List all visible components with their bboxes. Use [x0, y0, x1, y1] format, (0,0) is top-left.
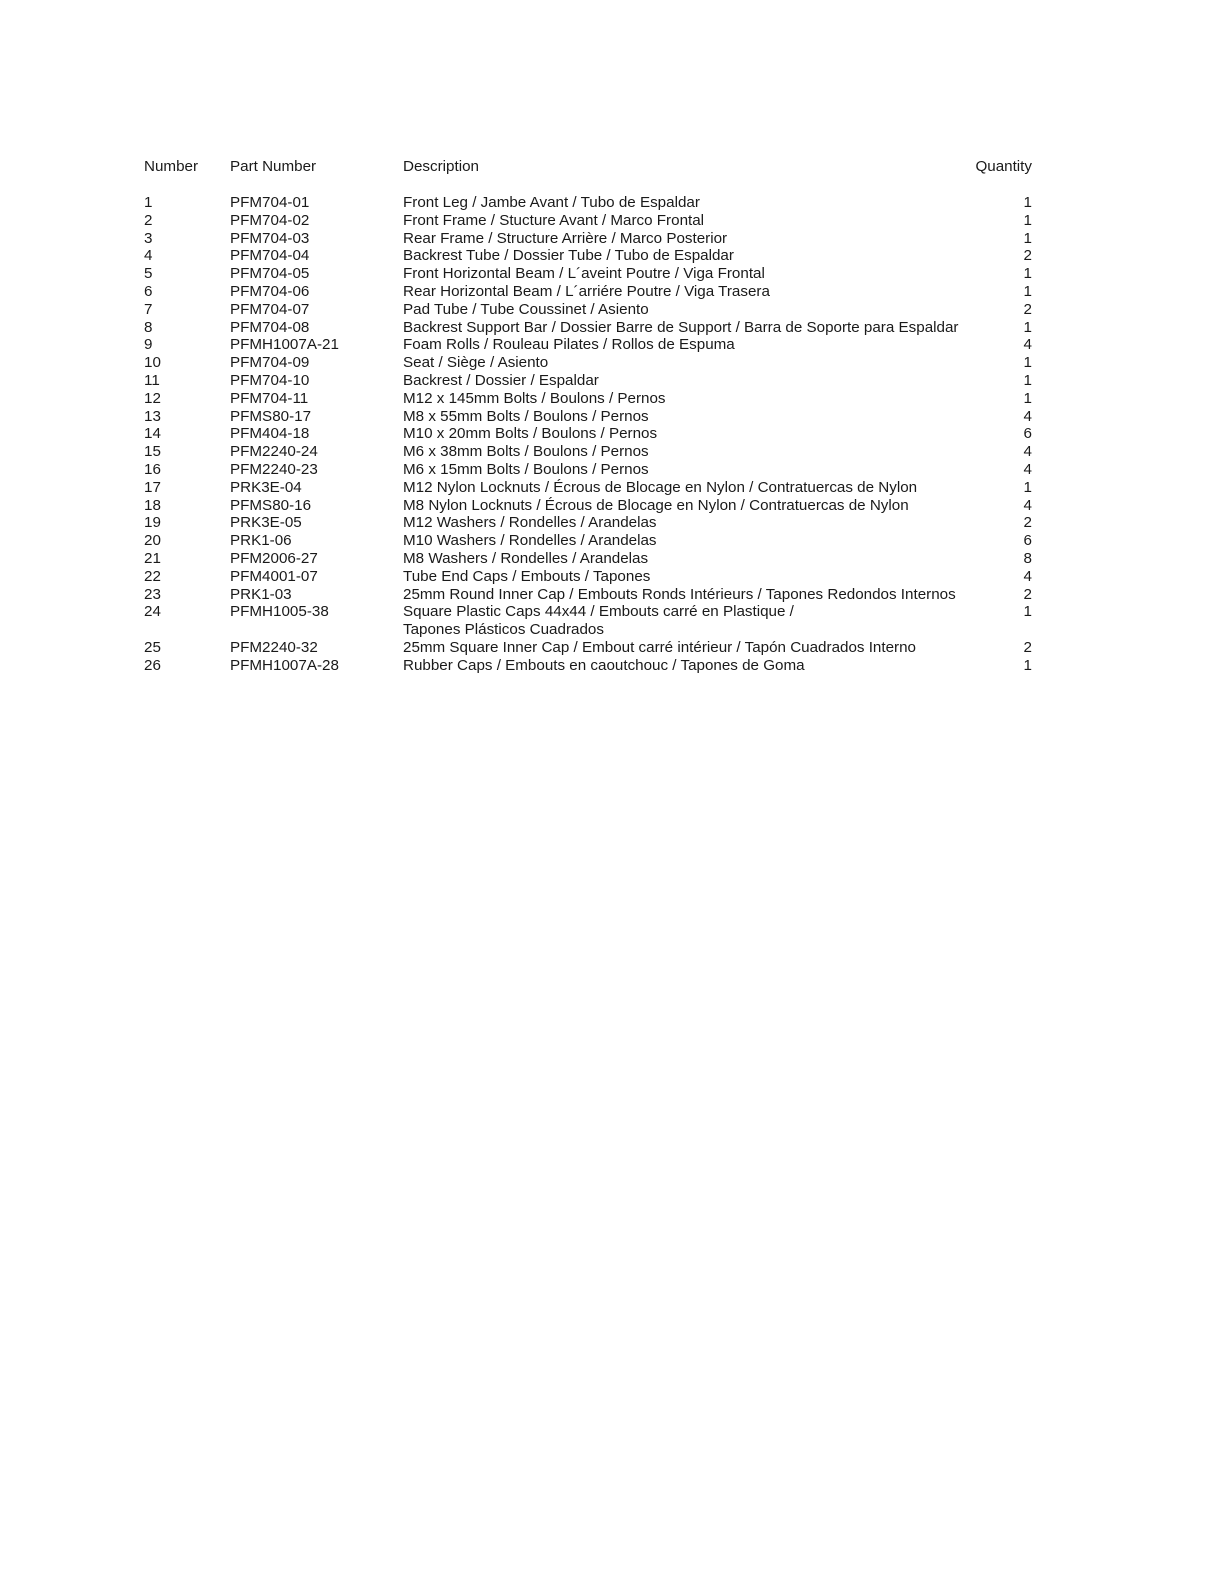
row-number: 26 [144, 656, 161, 674]
row-number: 4 [144, 247, 153, 265]
table-row [144, 479, 1032, 497]
row-description: M8 Nylon Locknuts / Écrous de Blocage en Nylon / Contratuercas de Nylon [403, 496, 909, 514]
row-quantity: 1 [1023, 371, 1032, 389]
table-row [144, 514, 1032, 532]
row-number: 18 [144, 496, 161, 514]
row-quantity: 8 [1023, 549, 1032, 567]
row-quantity: 4 [1023, 460, 1032, 478]
row-quantity: 6 [1023, 425, 1032, 443]
row-quantity: 2 [1023, 514, 1032, 532]
table-row [144, 443, 1032, 461]
row-description: Front Horizontal Beam / L´aveint Poutre / Viga Frontal [403, 265, 765, 283]
row-description: Backrest Tube / Dossier Tube / Tubo de Espaldar [403, 247, 734, 265]
row-quantity: 1 [1023, 211, 1032, 229]
row-description: M10 Washers / Rondelles / Arandelas [403, 532, 657, 550]
row-part-number: PRK1-06 [230, 532, 292, 550]
row-description: M12 Washers / Rondelles / Arandelas [403, 514, 657, 532]
table-row [144, 319, 1032, 337]
row-number: 9 [144, 336, 153, 354]
table-header-row [144, 158, 1032, 176]
row-quantity: 1 [1023, 265, 1032, 283]
header-part-number: Part Number [230, 158, 317, 175]
row-number: 21 [144, 549, 161, 567]
row-part-number: PRK3E-04 [230, 478, 302, 496]
row-part-number: PFM704-04 [230, 247, 310, 265]
row-quantity: 1 [1023, 656, 1032, 674]
row-number: 17 [144, 478, 161, 496]
table-row [144, 336, 1032, 354]
header-description: Description [403, 158, 479, 175]
table-row [144, 586, 1032, 604]
row-description: 25mm Round Inner Cap / Embouts Ronds Intérieurs / Tapones Redondos Internos [403, 585, 956, 603]
row-quantity: 1 [1023, 478, 1032, 496]
row-part-number: PFM704-07 [230, 300, 310, 318]
row-part-number: PFMH1005-38 [230, 603, 329, 621]
row-part-number: PFM2006-27 [230, 549, 318, 567]
row-part-number: PFM704-03 [230, 229, 310, 247]
row-quantity: 1 [1023, 389, 1032, 407]
row-quantity: 2 [1023, 585, 1032, 603]
parts-list-table [144, 158, 1032, 675]
table-row [144, 265, 1032, 283]
row-number: 14 [144, 425, 161, 443]
row-quantity: 1 [1023, 603, 1032, 621]
row-description: Rear Frame / Structure Arrière / Marco Posterior [403, 229, 728, 247]
row-part-number: PFMH1007A-21 [230, 336, 339, 354]
row-quantity: 4 [1023, 443, 1032, 461]
row-number: 5 [144, 265, 153, 283]
row-description: M10 x 20mm Bolts / Boulons / Pernos [403, 425, 658, 443]
row-number: 25 [144, 638, 161, 656]
row-number: 11 [144, 371, 160, 389]
table-row [144, 301, 1032, 319]
row-description: M12 x 145mm Bolts / Boulons / Pernos [403, 389, 666, 407]
row-quantity: 1 [1023, 282, 1032, 300]
row-number: 19 [144, 514, 161, 532]
row-description: M12 Nylon Locknuts / Écrous de Blocage en Nylon / Contratuercas de Nylon [403, 478, 918, 496]
row-part-number: PFM704-08 [230, 318, 310, 336]
row-quantity: 4 [1023, 496, 1032, 514]
table-row [144, 230, 1032, 248]
row-part-number: PFM2240-24 [230, 443, 318, 461]
row-quantity: 4 [1023, 407, 1032, 425]
row-part-number: PFM704-02 [230, 211, 310, 229]
row-number: 8 [144, 318, 153, 336]
row-part-number: PFM704-06 [230, 282, 310, 300]
row-number: 10 [144, 354, 161, 372]
row-part-number: PFM704-05 [230, 265, 310, 283]
header-number: Number [144, 158, 199, 175]
row-part-number: PFM404-18 [230, 425, 310, 443]
row-description: Backrest Support Bar / Dossier Barre de Support / Barra de Soporte para Espaldar [403, 318, 959, 336]
row-quantity: 2 [1023, 638, 1032, 656]
table-row [144, 639, 1032, 657]
row-part-number: PFM2240-23 [230, 460, 318, 478]
row-number: 3 [144, 229, 153, 247]
header-quantity: Quantity [975, 158, 1032, 175]
row-number: 1 [144, 194, 153, 211]
table-row [144, 194, 1032, 212]
row-quantity: 6 [1023, 532, 1032, 550]
row-quantity: 2 [1023, 300, 1032, 318]
row-description: Rear Horizontal Beam / L´arriére Poutre / Viga Trasera [403, 282, 770, 300]
row-quantity: 1 [1023, 318, 1032, 336]
row-number: 13 [144, 407, 161, 425]
row-quantity: 4 [1023, 567, 1032, 585]
row-number: 2 [144, 211, 153, 229]
table-row [144, 603, 1032, 639]
row-description: Tube End Caps / Embouts / Tapones [403, 567, 651, 585]
row-description: Backrest / Dossier / Espaldar [403, 371, 599, 389]
row-description: Seat / Siège / Asiento [403, 354, 549, 372]
table-row [144, 283, 1032, 301]
row-part-number: PFM704-09 [230, 354, 310, 372]
table-row [144, 212, 1032, 230]
table-body [144, 194, 1032, 675]
table-row [144, 372, 1032, 390]
row-part-number: PFM2240-32 [230, 638, 318, 656]
row-part-number: PFMH1007A-28 [230, 656, 339, 674]
row-part-number: PRK3E-05 [230, 514, 302, 532]
table-row [144, 532, 1032, 550]
row-number: 12 [144, 389, 161, 407]
row-number: 23 [144, 585, 161, 603]
row-description: Pad Tube / Tube Coussinet / Asiento [403, 300, 649, 318]
row-number: 7 [144, 300, 153, 318]
row-description: Front Frame / Stucture Avant / Marco Frontal [403, 211, 705, 229]
row-number: 6 [144, 282, 153, 300]
row-description: 25mm Square Inner Cap / Embout carré intérieur / Tapón Cuadrados Interno [403, 638, 916, 656]
table-row [144, 425, 1032, 443]
row-part-number: PFMS80-17 [230, 407, 312, 425]
table-row [144, 550, 1032, 568]
row-quantity: 2 [1023, 247, 1032, 265]
row-description: M6 x 38mm Bolts / Boulons / Pernos [403, 443, 649, 461]
table-row [144, 247, 1032, 265]
row-quantity: 1 [1023, 229, 1032, 247]
row-description: M8 Washers / Rondelles / Arandelas [403, 549, 649, 567]
table-row [144, 461, 1032, 479]
table-row [144, 354, 1032, 372]
row-quantity: 4 [1023, 336, 1032, 354]
row-quantity: 1 [1023, 194, 1032, 211]
row-number: 24 [144, 603, 161, 621]
row-description: Foam Rolls / Rouleau Pilates / Rollos de Espuma [403, 336, 735, 354]
row-description: Front Leg / Jambe Avant / Tubo de Espaldar [403, 194, 700, 211]
row-description: M8 x 55mm Bolts / Boulons / Pernos [403, 407, 649, 425]
table-row [144, 408, 1032, 426]
table-row [144, 390, 1032, 408]
row-part-number: PFM704-10 [230, 371, 310, 389]
row-number: 16 [144, 460, 161, 478]
row-number: 15 [144, 443, 161, 461]
row-part-number: PFM4001-07 [230, 567, 318, 585]
row-description: Square Plastic Caps 44x44 / Embouts carré en Plastique / Tapones Plásticos Cuadrados [403, 603, 794, 639]
row-quantity: 1 [1023, 354, 1032, 372]
row-part-number: PRK1-03 [230, 585, 292, 603]
row-part-number: PFMS80-16 [230, 496, 312, 514]
table-row [144, 657, 1032, 675]
row-description: M6 x 15mm Bolts / Boulons / Pernos [403, 460, 649, 478]
row-description: Rubber Caps / Embouts en caoutchouc / Tapones de Goma [403, 656, 805, 674]
table-row [144, 497, 1032, 515]
row-part-number: PFM704-01 [230, 194, 310, 211]
row-number: 20 [144, 532, 161, 550]
table-row [144, 568, 1032, 586]
row-number: 22 [144, 567, 161, 585]
row-part-number: PFM704-11 [230, 389, 309, 407]
